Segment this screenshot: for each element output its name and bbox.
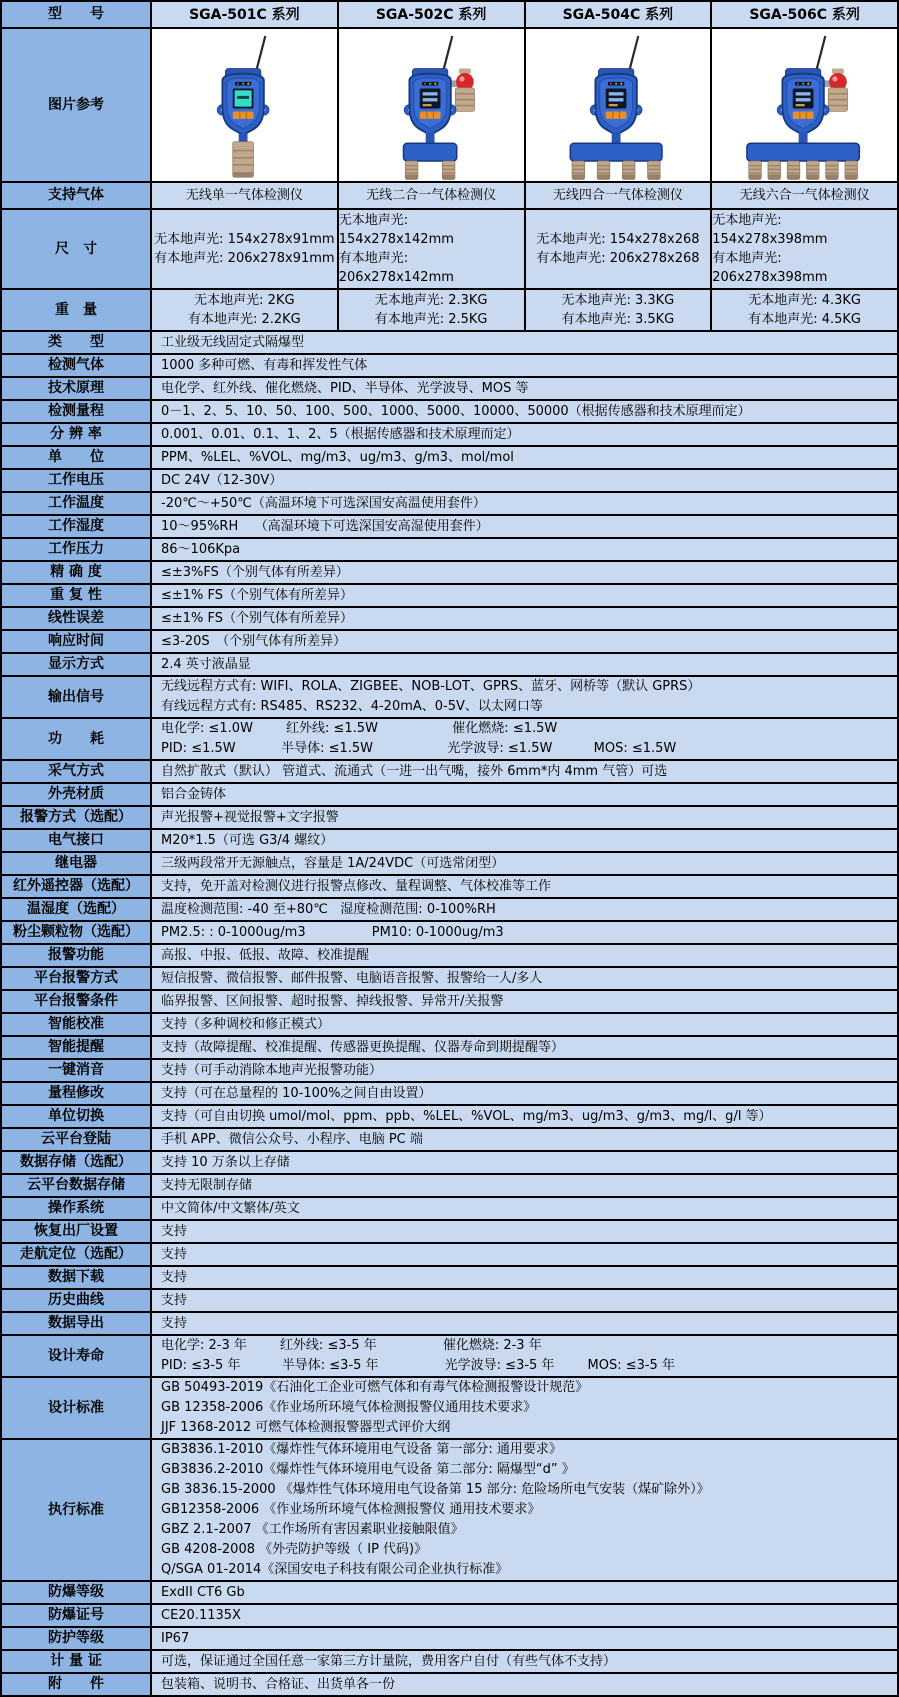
- spec-row: [2, 1265, 897, 1288]
- spec-text: 中文简体/中文繁体/英文: [161, 1200, 300, 1216]
- row-label: 尺 寸: [2, 210, 152, 288]
- spec-text: 电化学: 2-3 年 红外线: ≤3-5 年 催化燃烧: 2-3 年: [161, 1338, 542, 1353]
- spec-text: M20*1.5（可选 G3/4 螺纹）: [161, 832, 334, 848]
- row-label: 报警功能: [2, 945, 152, 966]
- spec-row: [2, 445, 897, 468]
- row-label: 执行标准: [2, 1440, 152, 1580]
- spec-text: 支持（故障提醒、校准提醒、传感器更换提醒、仪器寿命到期提醒等）: [161, 1039, 565, 1055]
- spec-value-cell: [152, 968, 897, 989]
- spec-text: 无本地声光: 2KG: [194, 293, 295, 308]
- row-label: 一键消音: [2, 1060, 152, 1081]
- row-label: 云平台数据存储: [2, 1175, 152, 1196]
- spec-row: [2, 782, 897, 805]
- spec-text: 三级两段常开无源触点，容量是 1A/24VDC（可选常闭型）: [161, 855, 505, 871]
- spec-text: PID: ≤1.5W 半导体: ≤1.5W 光学波导: ≤1.5W MOS: ≤1.5W: [161, 741, 677, 756]
- gas-detector-illustration: [178, 33, 311, 181]
- spec-row: [2, 1081, 897, 1104]
- spec-row: [2, 2, 897, 27]
- spec-value-cell: [152, 922, 897, 943]
- row-label: 量程修改: [2, 1083, 152, 1104]
- model-header-cell: [526, 2, 713, 27]
- row-label: 型 号: [2, 2, 152, 27]
- spec-text: 有本地声光: 206x278x91mm: [154, 251, 335, 266]
- spec-value-cell: [526, 210, 713, 288]
- row-label: 精 确 度: [2, 562, 152, 583]
- row-label: 重 量: [2, 290, 152, 330]
- row-label: 类 型: [2, 332, 152, 353]
- spec-text: 无线远程方式有: WIFI、ROLA、ZIGBEE、NOB-LOT、GPRS、蓝牙、网桥等（默认 GPRS）: [161, 679, 701, 694]
- spec-text: 高报、中报、低报、故障、校准提醒: [161, 947, 370, 963]
- spec-row: [2, 989, 897, 1012]
- spec-row: [2, 920, 897, 943]
- spec-text: PID: ≤3-5 年 半导体: ≤3-5 年 光学波导: ≤3-5 年 MOS: ≤3-5 年: [161, 1358, 675, 1373]
- spec-value-cell: [152, 876, 897, 897]
- row-label: 技术原理: [2, 378, 152, 399]
- row-label: 设计寿命: [2, 1336, 152, 1376]
- row-label: 防护等级: [2, 1628, 152, 1649]
- spec-value-cell: [152, 761, 897, 782]
- spec-value-cell: [152, 654, 897, 675]
- spec-value-cell: [152, 1628, 897, 1649]
- spec-value-cell: [712, 290, 897, 330]
- spec-row: [2, 330, 897, 353]
- row-label: 附 件: [2, 1674, 152, 1695]
- spec-value-cell: [152, 1014, 897, 1035]
- spec-text: 支持: [161, 1269, 188, 1285]
- spec-text: GB 50493-2019《石油化工企业可燃气体和有毒气体检测报警设计规范》: [161, 1380, 589, 1395]
- spec-row: [2, 805, 897, 828]
- spec-text: 有线远程方式有: RS485、RS232、4-20mA、0-5V、以太网口等: [161, 699, 543, 714]
- spec-text: 包装箱、说明书、合格证、出货单各一份: [161, 1676, 396, 1692]
- spec-value-cell: [152, 539, 897, 560]
- spec-row: [2, 1127, 897, 1150]
- spec-row: [2, 629, 897, 652]
- spec-row: [2, 1649, 897, 1672]
- product-image-4: [712, 29, 897, 181]
- spec-value-cell: [152, 585, 897, 606]
- spec-value-cell: [152, 1674, 897, 1695]
- spec-value-cell: [152, 631, 897, 652]
- spec-text: 1000 多种可燃、有毒和挥发性气体: [161, 357, 368, 373]
- spec-value-cell: [152, 945, 897, 966]
- spec-value-cell: [152, 1175, 897, 1196]
- spec-value-cell: [152, 1582, 897, 1603]
- spec-value-cell: [152, 183, 339, 208]
- spec-row: [2, 1334, 897, 1376]
- spec-value-cell: [152, 830, 897, 851]
- spec-value-cell: [152, 1037, 897, 1058]
- product-image-2: [339, 29, 526, 181]
- row-label: 电气接口: [2, 830, 152, 851]
- spec-value-cell: [152, 470, 897, 491]
- spec-value-cell: [152, 562, 897, 583]
- row-label: 设计标准: [2, 1378, 152, 1438]
- spec-value-cell: [152, 447, 897, 468]
- row-label: 输出信号: [2, 677, 152, 717]
- row-label: 操作系统: [2, 1198, 152, 1219]
- model-header-cell: [712, 2, 897, 27]
- row-label: 显示方式: [2, 654, 152, 675]
- spec-text: 无线单一气体检测仪: [185, 188, 303, 203]
- spec-row: [2, 376, 897, 399]
- spec-text: IP67: [161, 1630, 190, 1646]
- row-label: 工作电压: [2, 470, 152, 491]
- spec-value-cell: [152, 355, 897, 376]
- spec-row: [2, 353, 897, 376]
- product-image-3: [526, 29, 713, 181]
- spec-text: GB 4208-2008 《外壳防护等级（ IP 代码)》: [161, 1542, 428, 1557]
- spec-text: SGA-501C 系列: [189, 6, 300, 23]
- spec-text: 无本地声光: 154x278x142mm: [338, 213, 454, 247]
- spec-value-cell: [152, 1313, 897, 1334]
- spec-value-cell: [152, 853, 897, 874]
- spec-value-cell: [152, 1198, 897, 1219]
- spec-text: 电化学: ≤1.0W 红外线: ≤1.5W 催化燃烧: ≤1.5W: [161, 721, 558, 736]
- spec-row: [2, 1242, 897, 1265]
- spec-row: [2, 27, 897, 181]
- spec-text: 自然扩散式（默认） 管道式、流通式（一进一出气嘴，接外 6mm*内 4mm 气管）可选: [161, 763, 668, 779]
- row-label: 采气方式: [2, 761, 152, 782]
- spec-text: 支持（可自由切换 umol/mol、ppm、ppb、%LEL、%VOL、mg/m3、ug/m3、g/m3、mg/l、g/l 等）: [161, 1108, 772, 1124]
- spec-value-cell: [152, 1336, 897, 1376]
- spec-text: 0－1、2、5、10、50、100、500、1000、5000、10000、50000（根据传感器和技术原理而定）: [161, 403, 751, 419]
- spec-row: [2, 560, 897, 583]
- row-label: 粉尘颗粒物（选配）: [2, 922, 152, 943]
- spec-text: DC 24V（12-30V）: [161, 472, 283, 488]
- spec-text: GB 3836.15-2000 《爆炸性气体环境用电气设备第 15 部分: 危险场所电气安装（煤矿除外）》: [161, 1482, 710, 1497]
- spec-row: [2, 1580, 897, 1603]
- spec-row: [2, 1288, 897, 1311]
- spec-row: [2, 1219, 897, 1242]
- spec-text: 有本地声光: 206x278x142mm: [338, 251, 454, 285]
- spec-value-cell: [152, 1060, 897, 1081]
- row-label: 单 位: [2, 447, 152, 468]
- spec-text: PPM、%LEL、%VOL、mg/m3、ug/m3、g/m3、mol/mol: [161, 449, 514, 465]
- row-label: 智能校准: [2, 1014, 152, 1035]
- spec-text: 手机 APP、微信公众号、小程序、电脑 PC 端: [161, 1131, 423, 1147]
- spec-text: 支持 10 万条以上存储: [161, 1154, 290, 1170]
- row-label: 报警方式（选配）: [2, 807, 152, 828]
- spec-text: ≤±1% FS（个别气体有所差异）: [161, 610, 354, 626]
- spec-value-cell: [152, 1244, 897, 1265]
- spec-text: 10～95%RH （高湿环境下可选深国安高湿使用套件）: [161, 518, 489, 534]
- spec-text: 支持: [161, 1315, 188, 1331]
- spec-value-cell: [152, 1378, 897, 1438]
- spec-value-cell: [152, 290, 339, 330]
- spec-text: 支持: [161, 1223, 188, 1239]
- spec-value-cell: [152, 677, 897, 717]
- spec-text: Q/SGA 01-2014《深国安电子科技有限公司企业执行标准》: [161, 1562, 509, 1577]
- row-label: 响应时间: [2, 631, 152, 652]
- spec-value-cell: [152, 899, 897, 920]
- spec-row: [2, 208, 897, 288]
- spec-row: [2, 1058, 897, 1081]
- row-label: 支持气体: [2, 183, 152, 208]
- row-label: 数据存储（选配）: [2, 1152, 152, 1173]
- spec-value-cell: [152, 991, 897, 1012]
- spec-row: [2, 1150, 897, 1173]
- spec-text: 无本地声光: 3.3KG: [561, 293, 675, 308]
- spec-text: -20℃～+50℃（高温环境下可选深国安高温使用套件）: [161, 495, 486, 511]
- spec-text: 支持无限制存储: [161, 1177, 253, 1193]
- gas-detector-illustration: [551, 33, 684, 181]
- spec-text: PM2.5: : 0-1000ug/m3 PM10: 0-1000ug/m3: [161, 924, 504, 940]
- spec-value-cell: [339, 183, 526, 208]
- spec-text: GB 12358-2006《作业场所环境气体检测报警仪通用技术要求》: [161, 1400, 537, 1415]
- row-label: 重 复 性: [2, 585, 152, 606]
- spec-text: ≤±3%FS（个别气体有所差异）: [161, 564, 349, 580]
- spec-row: [2, 1173, 897, 1196]
- spec-text: 无本地声光: 154x278x91mm: [154, 232, 335, 247]
- spec-text: GB12358-2006 《作业场所环境气体检测报警仪 通用技术要求》: [161, 1502, 541, 1517]
- spec-value-cell: [152, 378, 897, 399]
- spec-row: [2, 1626, 897, 1649]
- row-label: 线性误差: [2, 608, 152, 629]
- spec-value-cell: [152, 1129, 897, 1150]
- spec-text: 0.001、0.01、0.1、1、2、5（根据传感器和技术原理而定）: [161, 426, 520, 442]
- row-label: 检测气体: [2, 355, 152, 376]
- spec-value-cell: [152, 807, 897, 828]
- spec-value-cell: [526, 183, 713, 208]
- spec-text: 电化学、红外线、催化燃烧、PID、半导体、光学波导、MOS 等: [161, 380, 529, 396]
- spec-value-cell: [152, 1083, 897, 1104]
- spec-value-cell: [152, 1290, 897, 1311]
- row-label: 防爆等级: [2, 1582, 152, 1603]
- spec-text: 有本地声光: 206x278x268: [536, 251, 700, 266]
- spec-value-cell: [152, 1605, 897, 1626]
- row-label: 数据导出: [2, 1313, 152, 1334]
- spec-text: ExdII CT6 Gb: [161, 1584, 245, 1600]
- spec-row: [2, 468, 897, 491]
- spec-row: [2, 874, 897, 897]
- spec-text: 86～106Kpa: [161, 541, 241, 557]
- spec-value-cell: [152, 424, 897, 445]
- spec-value-cell: [152, 608, 897, 629]
- spec-text: SGA-504C 系列: [562, 6, 674, 23]
- spec-row: [2, 181, 897, 208]
- row-label: 历史曲线: [2, 1290, 152, 1311]
- spec-text: GB3836.2-2010《爆炸性气体环境用电气设备 第二部分: 隔爆型“d” 》: [161, 1462, 575, 1477]
- spec-value-cell: [339, 210, 526, 288]
- spec-text: 有本地声光: 2.2KG: [187, 312, 301, 327]
- spec-text: 2.4 英寸液晶显: [161, 656, 251, 672]
- spec-row: [2, 288, 897, 330]
- row-label: 继电器: [2, 853, 152, 874]
- spec-row: [2, 897, 897, 920]
- spec-text: GB3836.1-2010《爆炸性气体环境用电气设备 第一部分: 通用要求》: [161, 1442, 562, 1457]
- row-label: 数据下载: [2, 1267, 152, 1288]
- spec-value-cell: [152, 1221, 897, 1242]
- row-label: 温湿度（选配）: [2, 899, 152, 920]
- spec-row: [2, 943, 897, 966]
- spec-value-cell: [152, 1267, 897, 1288]
- spec-text: 无本地声光: 2.3KG: [374, 293, 488, 308]
- spec-value-cell: [339, 290, 526, 330]
- spec-row: [2, 1603, 897, 1626]
- product-image-1: [152, 29, 339, 181]
- spec-text: 支持（可手动消除本地声光报警功能）: [161, 1062, 383, 1078]
- row-label: 计 量 证: [2, 1651, 152, 1672]
- spec-row: [2, 1196, 897, 1219]
- spec-value-cell: [526, 290, 713, 330]
- spec-text: 支持: [161, 1292, 188, 1308]
- spec-row: [2, 399, 897, 422]
- row-label: 外壳材质: [2, 784, 152, 805]
- spec-row: [2, 422, 897, 445]
- row-label: 检测量程: [2, 401, 152, 422]
- spec-row: [2, 1035, 897, 1058]
- row-label: 防爆证号: [2, 1605, 152, 1626]
- row-label: 智能提醒: [2, 1037, 152, 1058]
- spec-text: 支持: [161, 1246, 188, 1262]
- model-header-cell: [339, 2, 526, 27]
- row-label: 图片参考: [2, 29, 152, 181]
- spec-row: [2, 491, 897, 514]
- spec-text: 工业级无线固定式隔爆型: [161, 334, 305, 350]
- spec-text: SGA-502C 系列: [375, 6, 487, 23]
- spec-row: [2, 717, 897, 759]
- spec-text: JJF 1368-2012 可燃气体检测报警器型式评价大纲: [161, 1420, 451, 1435]
- row-label: 工作湿度: [2, 516, 152, 537]
- spec-text: SGA-506C 系列: [749, 6, 860, 23]
- spec-text: 无本地声光: 154x278x268: [536, 232, 700, 247]
- spec-row: [2, 966, 897, 989]
- spec-text: 无线六合一气体检测仪: [739, 188, 870, 203]
- spec-value-cell: [152, 784, 897, 805]
- spec-value-cell: [152, 719, 897, 759]
- model-header-cell: [152, 2, 339, 27]
- spec-text: 声光报警+视觉报警+文字报警: [161, 809, 339, 825]
- spec-text: 有本地声光: 4.5KG: [748, 312, 862, 327]
- spec-text: 有本地声光: 3.5KG: [561, 312, 675, 327]
- spec-row: [2, 759, 897, 782]
- spec-text: 支持（可在总量程的 10-100%之间自由设置）: [161, 1085, 432, 1101]
- spec-row: [2, 828, 897, 851]
- spec-value-cell: [712, 210, 897, 288]
- row-label: 平台报警条件: [2, 991, 152, 1012]
- spec-value-cell: [152, 1440, 897, 1580]
- spec-value-cell: [152, 210, 339, 288]
- spec-row: [2, 1311, 897, 1334]
- spec-text: 有本地声光: 206x278x398mm: [712, 251, 828, 285]
- spec-row: [2, 583, 897, 606]
- row-label: 云平台登陆: [2, 1129, 152, 1150]
- spec-value-cell: [152, 332, 897, 353]
- spec-text: 无线四合一气体检测仪: [552, 188, 683, 203]
- spec-text: ≤3-20S （个别气体有所差异）: [161, 633, 347, 649]
- row-label: 工作温度: [2, 493, 152, 514]
- spec-text: 无线二合一气体检测仪: [366, 188, 497, 203]
- spec-row: [2, 1438, 897, 1580]
- row-label: 工作压力: [2, 539, 152, 560]
- spec-text: 有本地声光: 2.5KG: [374, 312, 488, 327]
- spec-value-cell: [152, 1651, 897, 1672]
- spec-text: GBZ 2.1-2007 《工作场所有害因素职业接触限值》: [161, 1522, 464, 1537]
- row-label: 功 耗: [2, 719, 152, 759]
- spec-value-cell: [152, 1152, 897, 1173]
- gas-detector-illustration: [365, 33, 498, 181]
- row-label: 分 辨 率: [2, 424, 152, 445]
- spec-row: [2, 1012, 897, 1035]
- spec-row: [2, 1104, 897, 1127]
- spec-text: 支持（多种调校和修正模式）: [161, 1016, 331, 1032]
- spec-row: [2, 514, 897, 537]
- spec-text: 铝合金铸体: [161, 786, 227, 802]
- spec-value-cell: [712, 183, 897, 208]
- spec-row: [2, 537, 897, 560]
- row-label: 恢复出厂设置: [2, 1221, 152, 1242]
- row-label: 单位切换: [2, 1106, 152, 1127]
- spec-row: [2, 675, 897, 717]
- spec-row: [2, 606, 897, 629]
- spec-text: CE20.1135X: [161, 1607, 241, 1623]
- spec-value-cell: [152, 1106, 897, 1127]
- spec-text: 无本地声光: 4.3KG: [748, 293, 862, 308]
- spec-text: 无本地声光: 154x278x398mm: [712, 213, 828, 247]
- row-label: 平台报警方式: [2, 968, 152, 989]
- row-label: 走航定位（选配）: [2, 1244, 152, 1265]
- gas-detector-illustration: [738, 33, 871, 181]
- spec-value-cell: [152, 516, 897, 537]
- spec-text: 短信报警、微信报警、邮件报警、电脑语音报警、报警给一人/多人: [161, 970, 543, 986]
- spec-text: 临界报警、区间报警、超时报警、掉线报警、异常开/关报警: [161, 993, 504, 1009]
- spec-row: [2, 851, 897, 874]
- spec-row: [2, 652, 897, 675]
- spec-value-cell: [152, 401, 897, 422]
- spec-row: [2, 1376, 897, 1438]
- spec-value-cell: [152, 493, 897, 514]
- spec-text: 可选，保证通过全国任意一家第三方计量院，费用客户自付（有些气体不支持）: [161, 1653, 617, 1669]
- spec-text: 温度检测范围: -40 至+80℃ 湿度检测范围: 0-100%RH: [161, 901, 496, 917]
- spec-row: [2, 1672, 897, 1695]
- row-label: 红外遥控器（选配）: [2, 876, 152, 897]
- spec-text: 支持，免开盖对检测仪进行报警点修改、量程调整、气体校准等工作: [161, 878, 552, 894]
- spec-text: ≤±1% FS（个别气体有所差异）: [161, 587, 354, 603]
